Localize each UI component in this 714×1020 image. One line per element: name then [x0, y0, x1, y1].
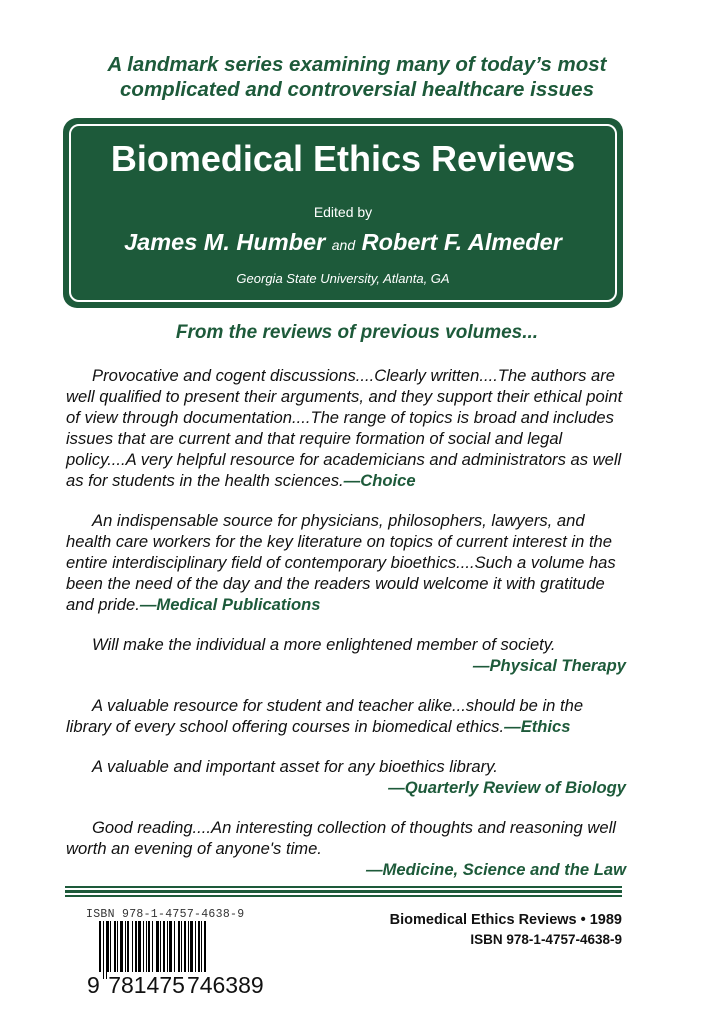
editor-2: Robert F. Almeder: [361, 229, 562, 255]
edited-by-label: Edited by: [313, 204, 373, 220]
barcode-digits: [86, 972, 265, 999]
quotes-list: [66, 365, 626, 899]
divider-rule-bottom: [65, 895, 622, 897]
quote-text: Provocative and cogent discussions....Clearly written....The authors are well qualified to present their arguments, and they support their ethical point of view through documentation....The range of topics is broad and includes issues that are current and that require formation of social and legal policy....A very helpful resource for academicians and administrators as well as for students in the health sciences.: [66, 366, 623, 490]
tagline: [0, 52, 714, 102]
editors: [63, 229, 623, 256]
quote-source: —Choice: [343, 471, 416, 490]
and-label: and: [331, 237, 356, 253]
barcode-digit-first: 9: [87, 972, 100, 998]
quote-text: Will make the individual a more enlightened member of society.: [92, 635, 556, 654]
series-year-label: Biomedical Ethics Reviews • 1989: [389, 912, 622, 928]
quote-text: A valuable resource for student and teacher alike...should be in the library of every school offering courses in biomedical ethics.: [66, 696, 584, 736]
quote-text: A valuable and important asset for any bioethics library.: [92, 757, 498, 776]
quote-source: —Physical Therapy: [472, 656, 626, 675]
divider-rule-top: [65, 886, 622, 888]
title-box: [63, 118, 623, 308]
quote-source: —Medical Publications: [139, 595, 321, 614]
barcode-image: [99, 921, 221, 979]
tagline-line-2: complicated and controversial healthcare issues: [120, 78, 594, 101]
barcode-isbn-label: ISBN 978-1-4757-4638-9: [86, 908, 245, 921]
barcode-digits-group-2: 746389: [186, 972, 264, 998]
quote-source: —Medicine, Science and the Law: [365, 860, 626, 879]
affiliation: Georgia State University, Atlanta, GA: [236, 271, 450, 286]
quote-source: —Quarterly Review of Biology: [388, 778, 626, 797]
quote-text: An indispensable source for physicians, philosophers, lawyers, and health care workers for the key literature on topics of current interest in the entire interdisciplinary field of contemporary bioethics....Such a volume has been the need of the day and the readers would welcome it with gratitude and pride.: [66, 511, 616, 614]
quote-choice: [66, 365, 626, 491]
divider-rule-middle: [65, 890, 622, 893]
quote-source: —Ethics: [504, 717, 571, 736]
quote-ethics: [66, 695, 626, 737]
tagline-line-1: A landmark series examining many of today’s most: [107, 53, 607, 76]
quote-quarterly-review: [66, 756, 626, 798]
quote-medicine-science-law: [66, 817, 626, 880]
barcode-digits-group-1: 781475: [108, 972, 185, 998]
reviews-heading: From the reviews of previous volumes...: [175, 322, 539, 343]
quote-physical-therapy: [66, 634, 626, 676]
quote-medical-publications: [66, 510, 626, 615]
series-title: Biomedical Ethics Reviews: [110, 138, 576, 179]
quote-text: Good reading....An interesting collection of thoughts and reasoning well worth an evening of anyone's time.: [66, 818, 616, 858]
isbn-label: ISBN 978-1-4757-4638-9: [470, 932, 622, 947]
editor-1: James M. Humber: [124, 229, 326, 255]
